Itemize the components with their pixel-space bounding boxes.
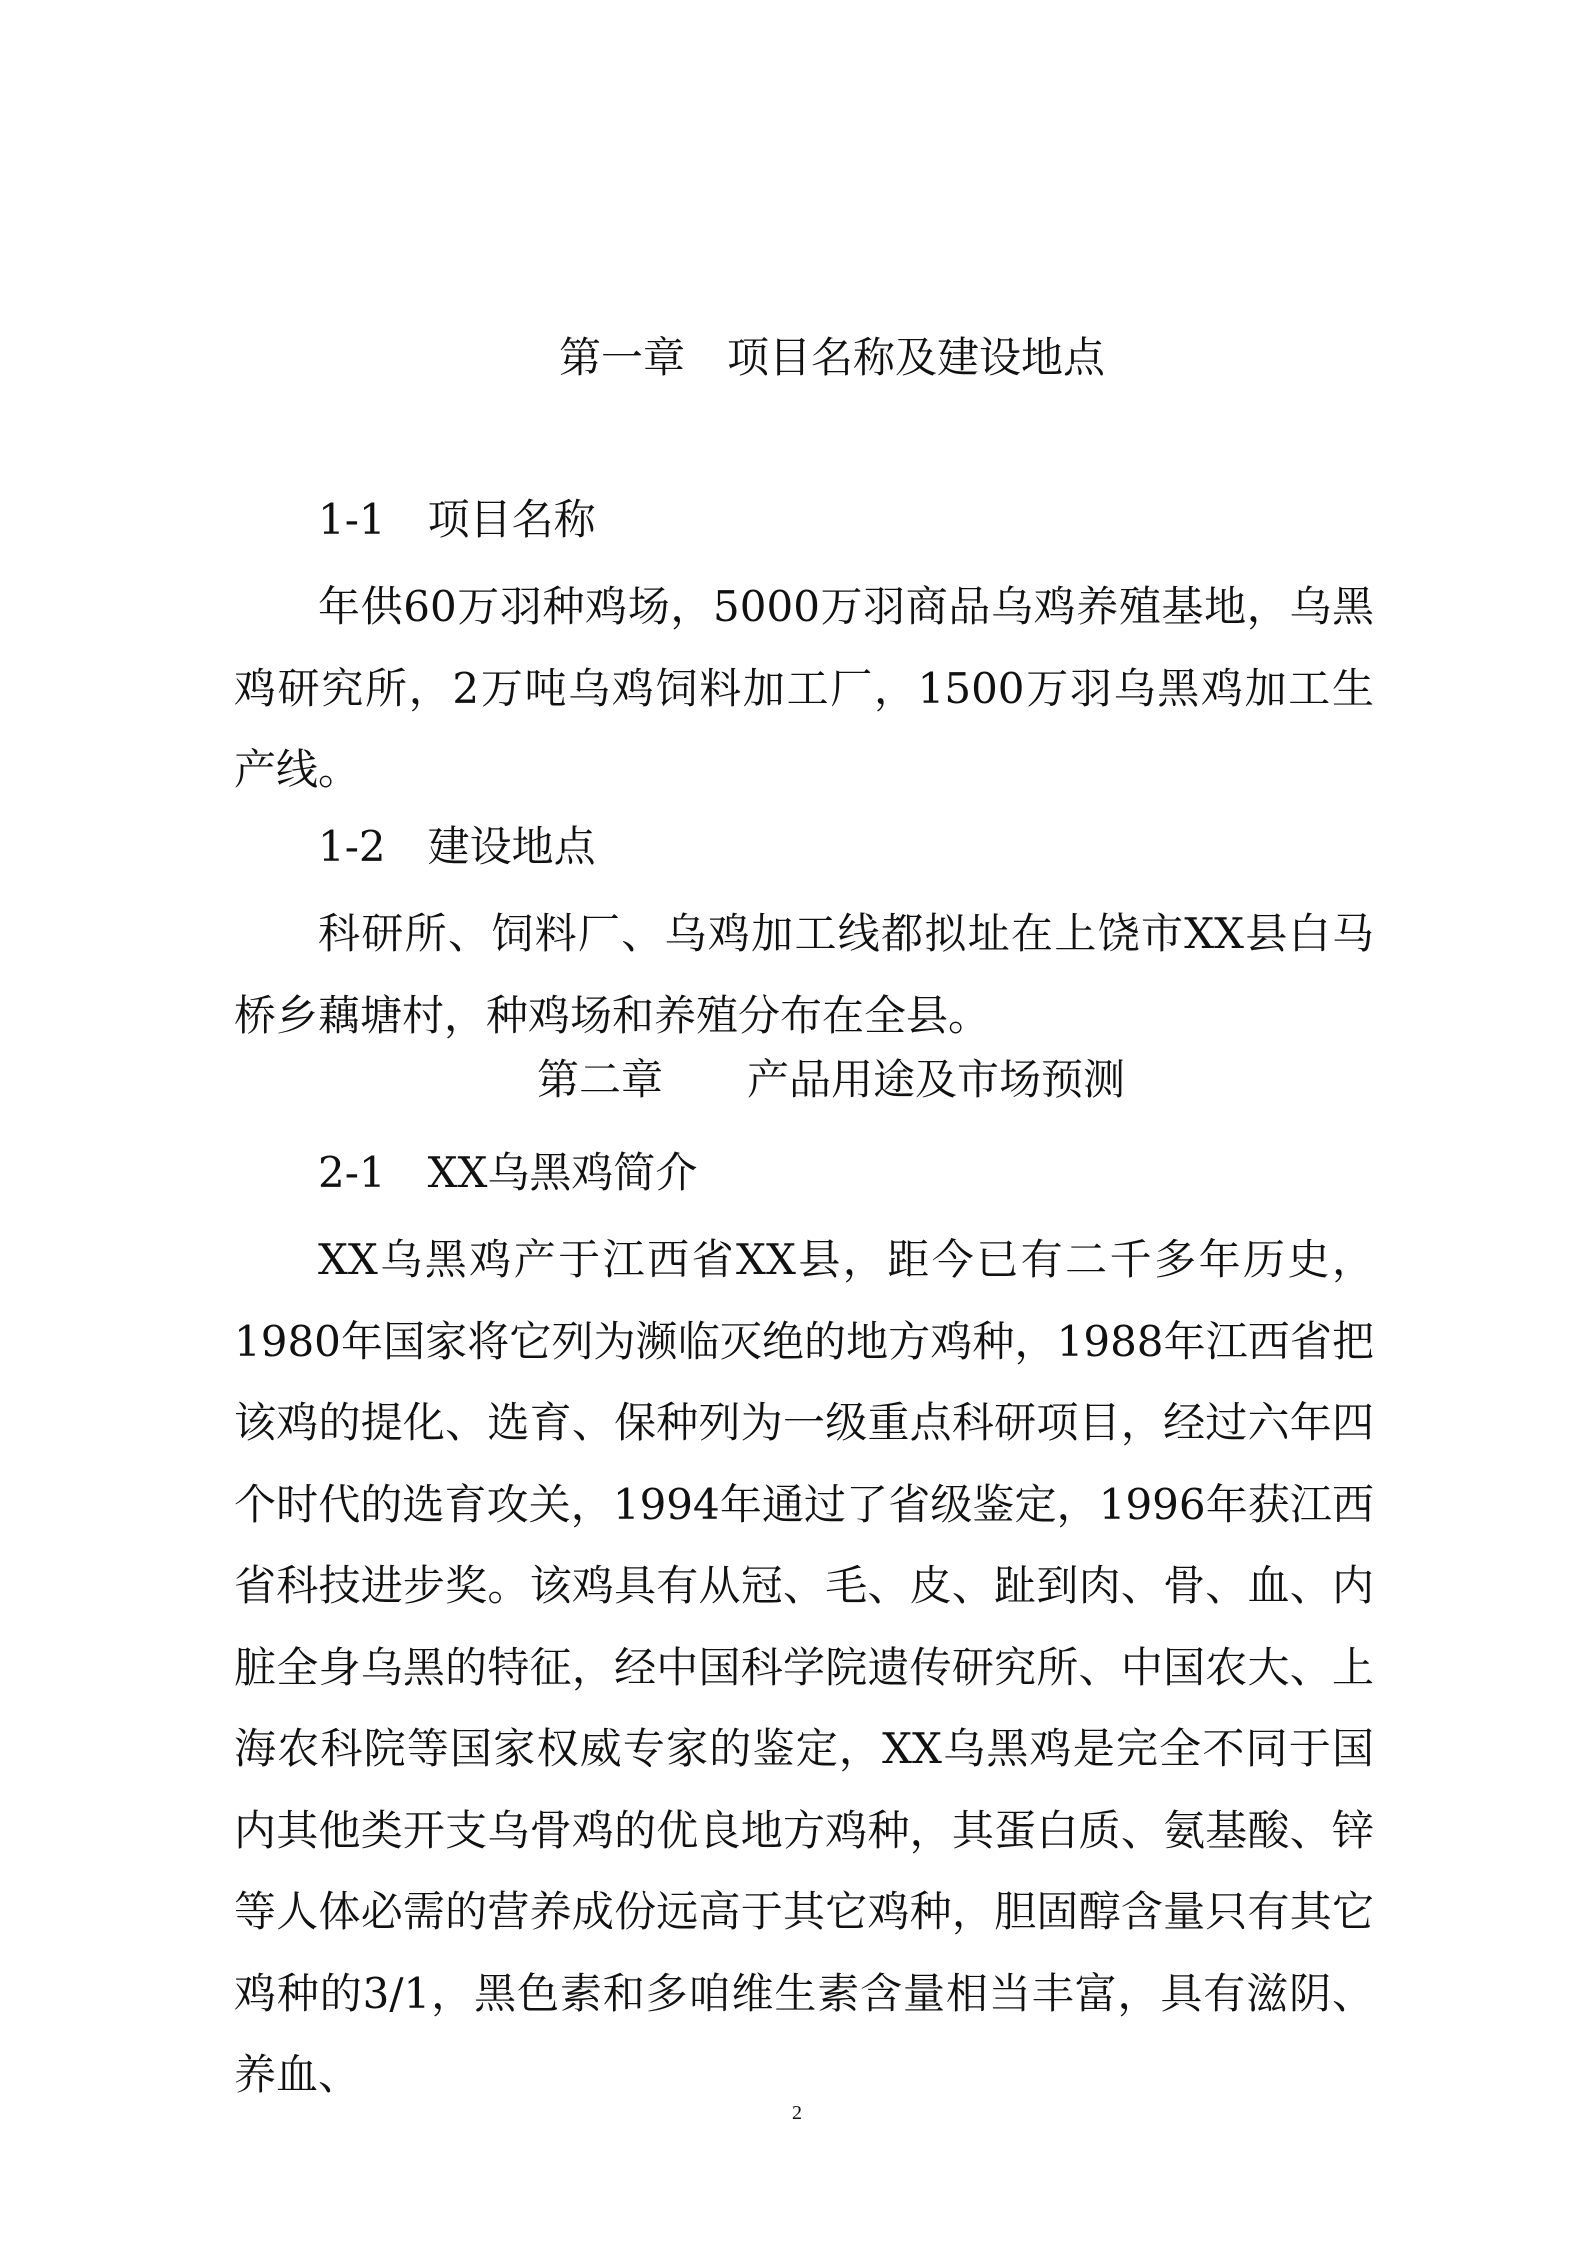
chapter-1-title: 第一章 项目名称及建设地点 bbox=[558, 333, 1105, 382]
section-1-1-body: 年供60万羽种鸡场，5000万羽商品乌鸡养殖基地，乌黑鸡研究所，2万吨乌鸡饲料加工厂，1500万羽乌黑鸡加工生产线。 bbox=[234, 582, 1374, 794]
chapter-2-title: 第二章 产品用途及市场预测 bbox=[536, 1055, 1125, 1104]
section-1-1-heading: 1-1 项目名称 bbox=[318, 495, 596, 544]
section-1-2-heading: 1-2 建设地点 bbox=[318, 822, 596, 871]
page-number: 2 bbox=[792, 2102, 802, 2124]
section-1-2-body: 科研所、饲料厂、乌鸡加工线都拟址在上饶市XX县白马桥乡藕塘村，种鸡场和养殖分布在全县。 bbox=[234, 909, 1374, 1040]
section-2-1-body: XX乌黑鸡产于江西省XX县，距今已有二千多年历史，1980年国家将它列为濒临灭绝的地方鸡种，1988年江西省把该鸡的提化、选育、保种列为一级重点科研项目，经过六年四个时代的选育攻关，1994年通过了省级鉴定，1996年获江西省科技进步奖。该鸡具有从冠、毛、皮、趾到肉、骨、血、内脏全身乌黑的特征，经中国科学院遗传研究所、中国农大、上海农科院等国家权威专家的鉴定，XX乌黑鸡是完全不同于国内其他类开支乌骨鸡的优良地方鸡种，其蛋白质、氨基酸、锌等人体必需的营养成份远高于其它鸡种，胆固醇含量只有其它鸡种的3/1，黑色素和多咱维生素含量相当丰富，具有滋阴、养血、 bbox=[234, 1235, 1374, 2099]
section-2-1-heading: 2-1 XX乌黑鸡简介 bbox=[318, 1148, 698, 1197]
